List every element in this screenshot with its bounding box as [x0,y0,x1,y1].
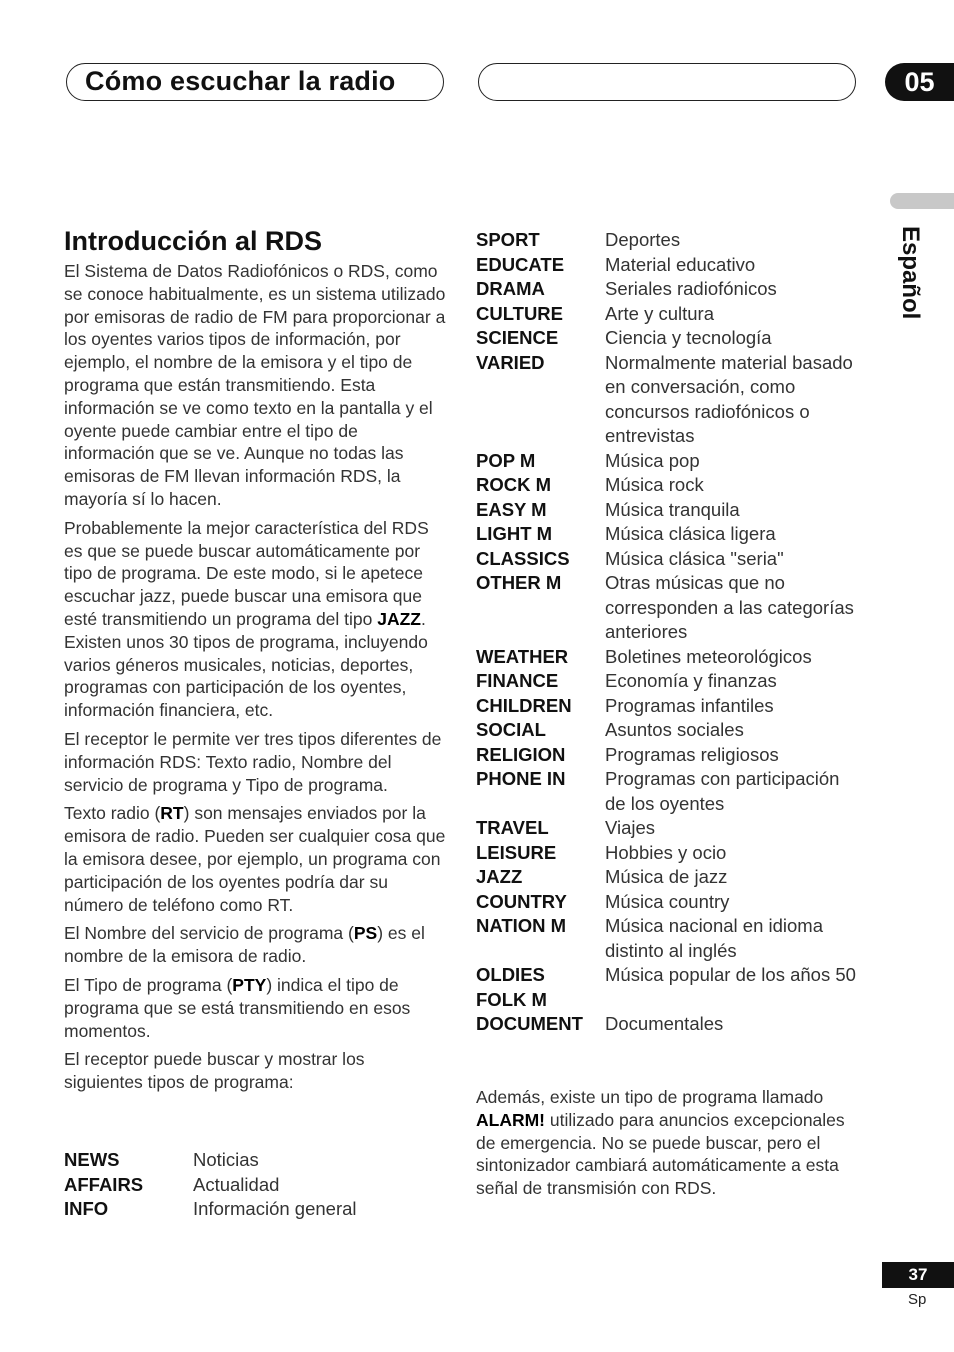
page-number: 37 [882,1262,954,1288]
paragraph-info-types: El receptor le permite ver tres tipos diferentes de información RDS: Texto radio, Nombre del servicio de programa y Tipo de programa. [64,728,442,795]
program-type-description: Arte y cultura [605,302,714,324]
program-type-description: Deportes [605,229,681,250]
program-type-row [476,890,860,915]
program-type-code: LIGHT M [476,523,553,544]
program-type-description: Actualidad [193,1173,280,1195]
program-type-description: Ciencia y tecnología [605,327,772,348]
program-type-description: Música de jazz [605,866,728,887]
program-type-row [476,326,860,351]
paragraph-intro: El Sistema de Datos Radiofónicos o RDS, como se conoce habitualmente, es un sistema utilizado por emisoras de radio de FM para proporcionar a los oyentes varios tipos de información, por ejemplo, el nombre de la emisora y el tipo de programa que están transmitiendo. Esta información se ve como texto en la pantalla y el oyente puede cambiar entre el tipo de información que se ve. Aunque no todas las emisoras de FM llevan información RDS, la mayoría sí lo hacen. [64,261,446,509]
language-code: Sp [908,1291,927,1308]
program-type-description: Música clásica ligera [605,523,776,544]
program-type-code: CLASSICS [476,547,570,569]
program-type-row [476,841,860,866]
program-type-code: LEISURE [476,841,557,863]
program-type-description: Música popular de los años 50 [605,964,856,985]
program-type-code: VARIED [476,351,545,373]
program-type-description: Material educativo [605,253,756,275]
program-type-description: Música pop [605,449,700,471]
program-type-code: SCIENCE [476,327,559,348]
program-type-list-right [476,228,860,1037]
program-type-code: ROCK M [476,474,552,495]
paragraph-radio-text: Texto radio (RT) son mensajes enviados por la emisora de radio. Pueden ser cualquier cosa que la emisora desee, por ejemplo, un programa con participación de los oyentes podría dar su número de teléfono como RT. [64,803,446,915]
program-type-row [476,449,860,474]
program-type-description: Seriales radiofónicos [605,278,777,299]
program-type-description: Economía y finanzas [605,670,777,691]
program-type-description: Viajes [605,817,656,838]
program-type-row [476,277,860,302]
program-type-code: EASY M [476,498,547,520]
program-type-description: Programas religiosos [605,743,779,765]
program-type-description: Programas infantiles [605,694,774,716]
program-type-description: Música clásica "seria" [605,547,784,569]
program-type-code: DRAMA [476,278,545,299]
program-type-description: Música rock [605,474,704,495]
program-type-description: Boletines meteorológicos [605,645,812,667]
program-type-code: OLDIES [476,964,545,985]
intro-text-column [64,260,448,1100]
program-type-code: CHILDREN [476,694,572,716]
program-type-row [476,645,860,670]
program-type-code: WEATHER [476,645,569,667]
language-label: Español [897,226,924,320]
program-type-row [476,302,860,327]
header-blank-frame [478,63,856,101]
program-type-row [476,963,860,988]
program-type-code: NEWS [64,1149,120,1170]
program-type-row [64,1173,448,1198]
program-type-description: Música country [605,890,730,912]
program-type-code: NATION M [476,915,567,936]
chapter-title: Cómo escuchar la radio [85,66,396,96]
program-type-code: INFO [64,1198,109,1220]
program-type-row [476,473,860,498]
language-tab-marker [890,193,954,209]
program-type-code: DOCUMENT [476,1013,583,1034]
program-type-code: RELIGION [476,743,566,765]
program-type-description: Información general [193,1198,357,1220]
program-type-description: Otras músicas que no corresponden a las categorías anteriores [605,572,854,642]
paragraph-program-type: El Tipo de programa (PTY) indica el tipo de programa que se está transmitiendo en esos momentos. [64,974,411,1041]
program-type-row [476,743,860,768]
program-type-row [476,1012,860,1037]
program-type-description: Documentales [605,1013,724,1034]
program-type-list-left [64,1148,448,1222]
program-type-row [476,498,860,523]
program-type-row [476,351,860,449]
program-type-code: FINANCE [476,670,559,691]
program-type-row [476,547,860,572]
chapter-number-badge: 05 [885,63,954,101]
program-type-row [64,1148,448,1173]
program-type-row [476,522,860,547]
program-type-row [476,988,860,1013]
program-type-description: Hobbies y ocio [605,841,727,863]
program-type-row [476,228,860,253]
program-type-code: JAZZ [476,866,523,887]
program-type-description: Noticias [193,1149,259,1170]
program-type-row [476,669,860,694]
paragraph-pty-search: Probablemente la mejor característica del RDS es que se puede buscar automáticamente por tipo de programa. De este modo, si le apetece escuchar jazz, puede buscar una emisora que esté transmitiendo un programa del tipo JAZZ. Existen unos 30 tipos de programa, incluyendo varios géneros musicales, noticias, deportes, programas con participación de los oyentes, información financiera, etc. [64,517,429,721]
section-title: Introducción al RDS [64,226,323,256]
program-type-row [476,694,860,719]
program-type-code: PHONE IN [476,768,566,789]
program-type-description: Asuntos sociales [605,719,744,740]
header-title-frame [66,63,444,101]
program-type-description: Música tranquila [605,498,740,520]
program-type-code: TRAVEL [476,817,549,838]
program-type-description: Normalmente material basado en conversación, como concursos radiofónicos o entrevistas [605,351,853,446]
program-type-description: Música nacional en idioma distinto al inglés [605,915,824,961]
paragraph-program-service: El Nombre del servicio de programa (PS) es el nombre de la emisora de radio. [64,923,425,967]
program-type-code: SOCIAL [476,719,546,740]
program-type-row [476,718,860,743]
program-type-row [476,253,860,278]
program-type-code: OTHER M [476,572,562,593]
program-type-code: COUNTRY [476,890,567,912]
program-type-row [476,571,860,645]
program-type-description: Programas con participación de los oyentes [605,768,840,814]
program-type-code: EDUCATE [476,253,565,275]
program-type-code: SPORT [476,229,540,250]
program-type-description [605,988,860,1013]
program-type-code: CULTURE [476,302,564,324]
program-type-row [64,1197,448,1222]
program-type-row [476,914,860,963]
program-type-code: POP M [476,449,536,471]
paragraph-list-intro: El receptor puede buscar y mostrar los siguientes tipos de programa: [64,1049,365,1093]
program-type-row [476,865,860,890]
alarm-footnote: Además, existe un tipo de programa llamado ALARM! utilizado para anuncios excepcionales de emergencia. No se puede buscar, pero el sintonizador cambiará automáticamente a esta señal de transmisión con RDS. [476,1087,845,1199]
program-type-row [476,816,860,841]
program-type-row [476,767,860,816]
program-type-code: AFFAIRS [64,1173,144,1195]
program-type-code: FOLK M [476,988,547,1010]
